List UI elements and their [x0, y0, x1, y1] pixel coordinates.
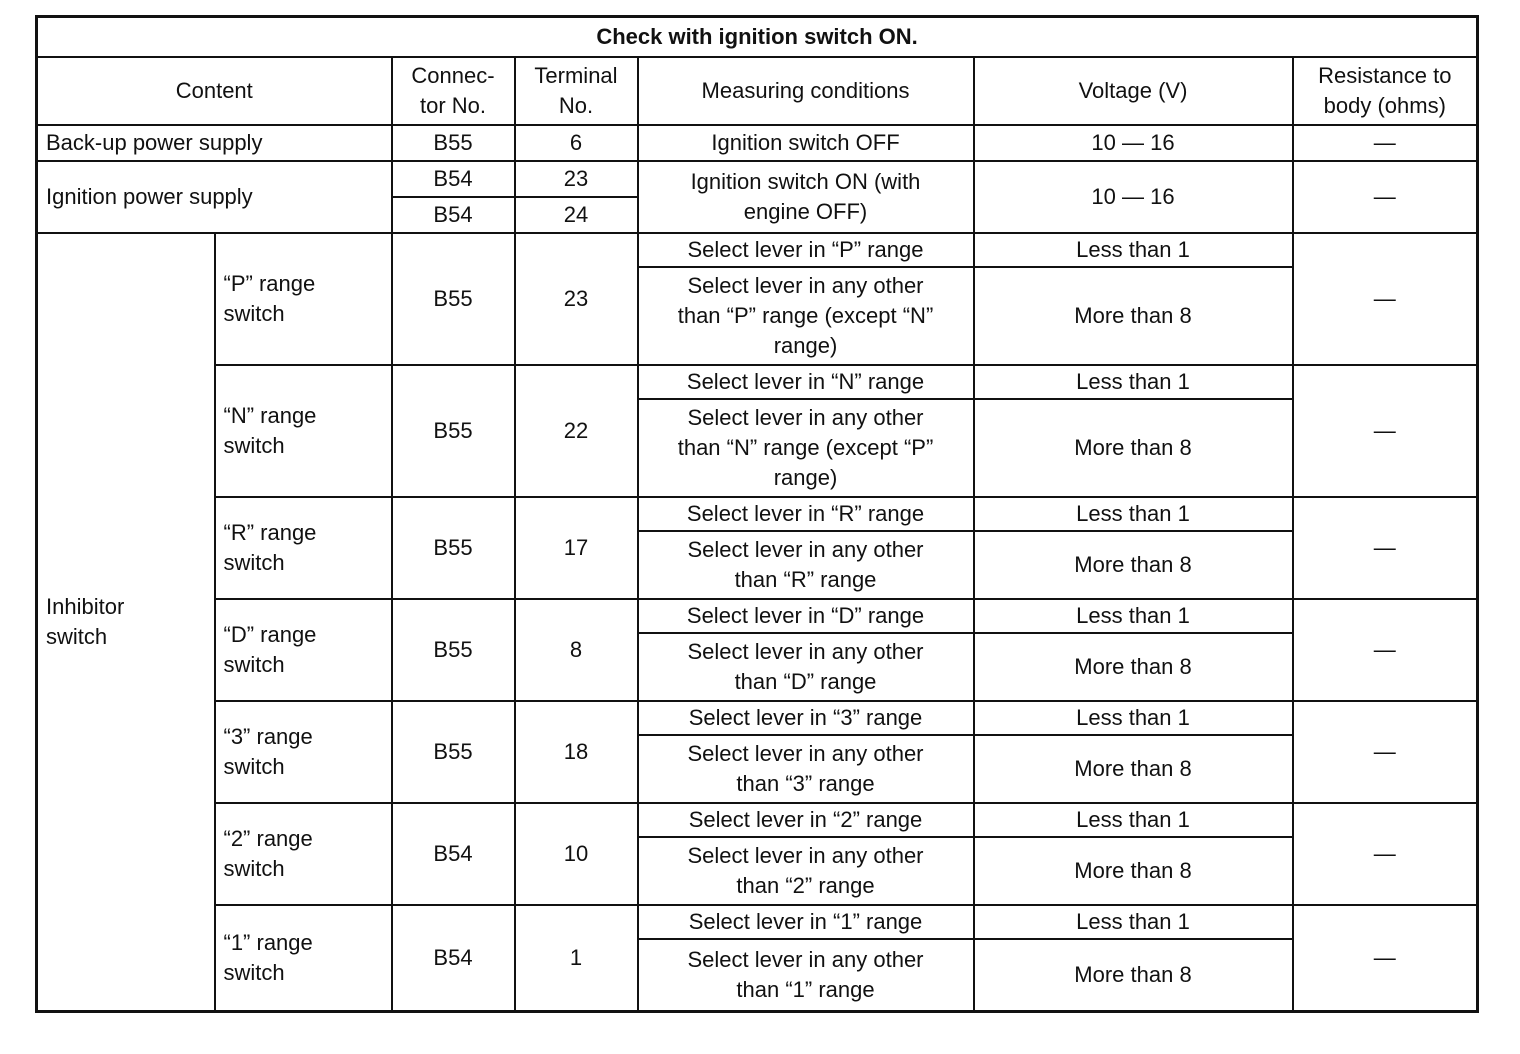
condition-other-range: Select lever in any other than “P” range (except “N” range): [638, 267, 974, 365]
voltage-other-range: More than 8: [974, 939, 1293, 1011]
connector-cell: B55: [392, 599, 515, 701]
resistance-cell: —: [1293, 365, 1478, 497]
header-content: Content: [37, 57, 392, 125]
content-cell: Ignition power supply: [37, 161, 392, 233]
connector-cell: B55: [392, 125, 515, 161]
terminal-cell: 1: [515, 905, 638, 1011]
condition-other-range: Select lever in any other than “D” range: [638, 633, 974, 701]
range-switch-name: “N” range switch: [215, 365, 392, 497]
resistance-cell: —: [1293, 905, 1478, 1011]
connector-cell: B55: [392, 365, 515, 497]
voltage-other-range: More than 8: [974, 633, 1293, 701]
resistance-cell: —: [1293, 599, 1478, 701]
terminal-cell: 6: [515, 125, 638, 161]
table-body: [37, 125, 1478, 1011]
voltage-in-range: Less than 1: [974, 803, 1293, 837]
condition-other-range: Select lever in any other than “2” range: [638, 837, 974, 905]
resistance-cell: —: [1293, 803, 1478, 905]
voltage-cell: 10 — 16: [974, 161, 1293, 233]
resistance-cell: —: [1293, 125, 1478, 161]
inhibitor-switch-label: Inhibitor switch: [37, 233, 215, 1011]
check-table: [35, 15, 1479, 1013]
condition-in-range: Select lever in “N” range: [638, 365, 974, 399]
voltage-other-range: More than 8: [974, 267, 1293, 365]
header-resistance: Resistance to body (ohms): [1293, 57, 1478, 125]
table-row-inhibitor: [37, 701, 1478, 735]
connector-cell: B54: [392, 803, 515, 905]
voltage-in-range: Less than 1: [974, 701, 1293, 735]
resistance-cell: —: [1293, 497, 1478, 599]
condition-cell: Ignition switch ON (with engine OFF): [638, 161, 974, 233]
header-connector: Connec- tor No.: [392, 57, 515, 125]
condition-other-range: Select lever in any other than “3” range: [638, 735, 974, 803]
voltage-cell: 10 — 16: [974, 125, 1293, 161]
header-terminal: Terminal No.: [515, 57, 638, 125]
terminal-cell: 24: [515, 197, 638, 233]
connector-cell: B54: [392, 161, 515, 197]
terminal-cell: 18: [515, 701, 638, 803]
terminal-cell: 23: [515, 161, 638, 197]
table-row-ignition: [37, 161, 1478, 197]
condition-in-range: Select lever in “3” range: [638, 701, 974, 735]
resistance-cell: —: [1293, 233, 1478, 365]
terminal-cell: 23: [515, 233, 638, 365]
table-row-backup: [37, 125, 1478, 161]
header-row: [37, 57, 1478, 125]
voltage-in-range: Less than 1: [974, 599, 1293, 633]
header-voltage: Voltage (V): [974, 57, 1293, 125]
connector-cell: B55: [392, 497, 515, 599]
range-switch-name: “P” range switch: [215, 233, 392, 365]
header-measuring-conditions: Measuring conditions: [638, 57, 974, 125]
condition-other-range: Select lever in any other than “N” range (except “P” range): [638, 399, 974, 497]
content-cell: Back-up power supply: [37, 125, 392, 161]
condition-cell: Ignition switch OFF: [638, 125, 974, 161]
table-title: Check with ignition switch ON.: [37, 17, 1478, 58]
voltage-other-range: More than 8: [974, 531, 1293, 599]
connector-cell: B54: [392, 905, 515, 1011]
condition-in-range: Select lever in “1” range: [638, 905, 974, 939]
voltage-other-range: More than 8: [974, 837, 1293, 905]
table-row-inhibitor: [37, 803, 1478, 837]
terminal-cell: 17: [515, 497, 638, 599]
condition-in-range: Select lever in “D” range: [638, 599, 974, 633]
connector-cell: B54: [392, 197, 515, 233]
connector-cell: B55: [392, 701, 515, 803]
range-switch-name: “3” range switch: [215, 701, 392, 803]
connector-cell: B55: [392, 233, 515, 365]
terminal-cell: 22: [515, 365, 638, 497]
table-row-inhibitor: [37, 497, 1478, 531]
terminal-cell: 10: [515, 803, 638, 905]
range-switch-name: “R” range switch: [215, 497, 392, 599]
condition-other-range: Select lever in any other than “R” range: [638, 531, 974, 599]
condition-in-range: Select lever in “P” range: [638, 233, 974, 267]
resistance-cell: —: [1293, 161, 1478, 233]
condition-in-range: Select lever in “R” range: [638, 497, 974, 531]
table-row-inhibitor: [37, 599, 1478, 633]
table-row-inhibitor: [37, 905, 1478, 939]
table-row-inhibitor: [37, 365, 1478, 399]
condition-other-range: Select lever in any other than “1” range: [638, 939, 974, 1011]
voltage-other-range: More than 8: [974, 735, 1293, 803]
resistance-cell: —: [1293, 701, 1478, 803]
voltage-in-range: Less than 1: [974, 497, 1293, 531]
terminal-cell: 8: [515, 599, 638, 701]
range-switch-name: “1” range switch: [215, 905, 392, 1011]
condition-in-range: Select lever in “2” range: [638, 803, 974, 837]
voltage-in-range: Less than 1: [974, 365, 1293, 399]
table-row-inhibitor: [37, 233, 1478, 267]
voltage-other-range: More than 8: [974, 399, 1293, 497]
range-switch-name: “2” range switch: [215, 803, 392, 905]
voltage-in-range: Less than 1: [974, 905, 1293, 939]
range-switch-name: “D” range switch: [215, 599, 392, 701]
voltage-in-range: Less than 1: [974, 233, 1293, 267]
